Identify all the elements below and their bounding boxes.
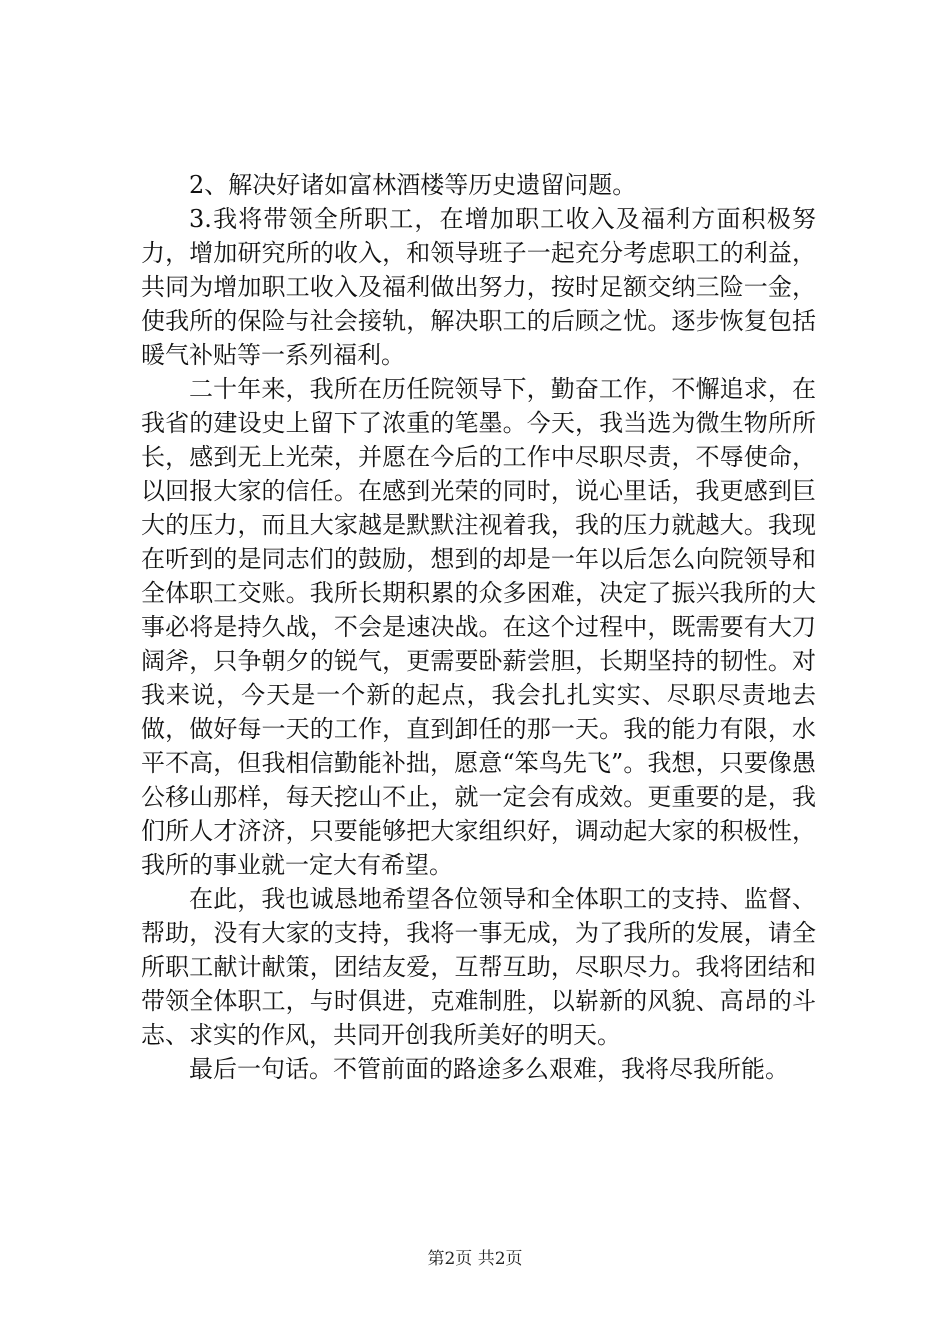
paragraph-issue-3: 3.我将带领全所职工，在增加职工收入及福利方面积极努力，增加研究所的收入，和领导班子一起充分考虑职工的利益，共同为增加职工收入及福利做出努力，按时足额交纳三险一金，使我所的保险与社会接轨，解决职工的后顾之忧。逐步恢复包括暖气补贴等一系列福利。: [141, 205, 816, 369]
paragraph-twenty-years: 二十年来，我所在历任院领导下，勤奋工作，不懈追求，在我省的建设史上留下了浓重的笔墨。今天，我当选为微生物所所长，感到无上光荣，并愿在今后的工作中尽职尽责，不辱使命，以回报大家的信任。在感到光荣的同时，说心里话，我更感到巨大的压力，而且大家越是默默注视着我，我的压力就越大。我现在听到的是同志们的鼓励，想到的却是一年以后怎么向院领导和全体职工交账。我所长期积累的众多困难，决定了振兴我所的大事必将是持久战，不会是速决战。在这个过程中，既需要有大刀阔斧，只争朝夕的锐气，更需要卧薪尝胆，长期坚持的韧性。对我来说，今天是一个新的起点，我会扎扎实实、尽职尽责地去做，做好每一天的工作，直到卸任的那一天。我的能力有限，水平不高，但我相信勤能补拙，愿意“笨鸟先飞”。我想，只要像愚公移山那样，每天挖山不止，就一定会有成效。更重要的是，我们所人才济济，只要能够把大家组织好，调动起大家的积极性，我所的事业就一定大有希望。: [141, 375, 816, 879]
paragraph-appeal: 在此，我也诚恳地希望各位领导和全体职工的支持、监督、帮助，没有大家的支持，我将一事无成，为了我所的发展，请全所职工献计献策，团结友爱，互帮互助，尽职尽力。我将团结和带领全体职工，与时俱进，克难制胜，以崭新的风貌、高昂的斗志、求实的作风，共同开创我所美好的明天。: [141, 885, 816, 1049]
page-number-footer: 第2页 共2页: [427, 1249, 523, 1269]
document-body: [141, 168, 816, 1086]
paragraph-closing: 最后一句话。不管前面的路途多么艰难，我将尽我所能。: [189, 1055, 789, 1083]
paragraph-issue-2: 2、解决好诸如富林酒楼等历史遗留问题。: [189, 171, 637, 199]
